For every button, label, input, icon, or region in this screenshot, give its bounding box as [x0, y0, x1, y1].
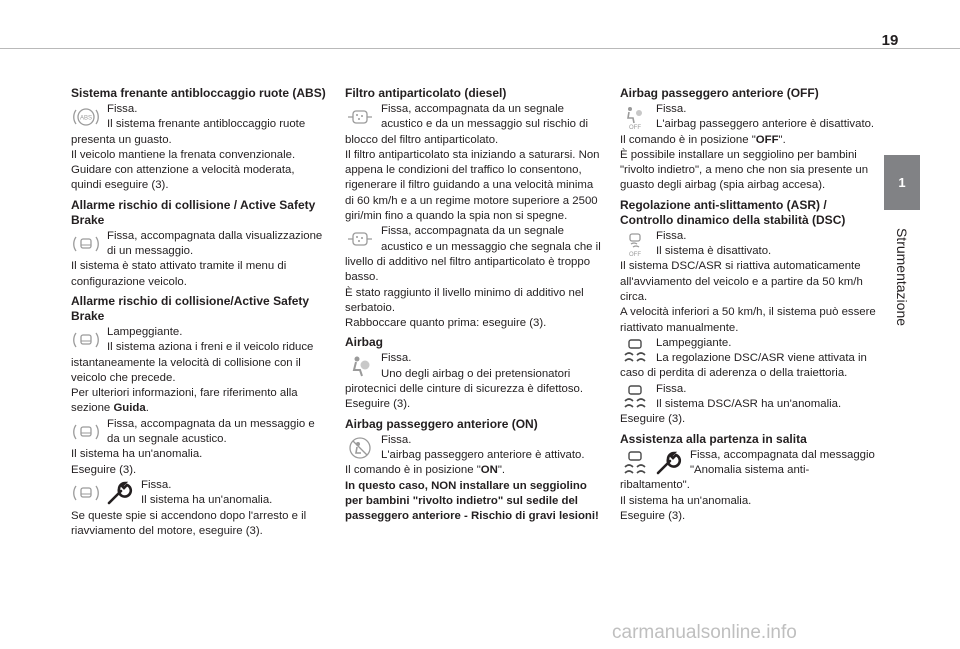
- cmd-pre: Il comando è in posizione ": [345, 464, 481, 477]
- collision-warning-icon: [71, 231, 101, 257]
- icon-group: [620, 384, 650, 410]
- dpf-entry1-status: Fissa, accompagnata da un segnale acustico e da un messaggio sul rischio di blocco del filtro antiparticolato.: [345, 103, 589, 146]
- hill-section: [620, 432, 876, 524]
- airbag-on-status: Fissa.: [381, 433, 412, 446]
- collision2-entry1-more: [71, 386, 327, 417]
- collision-line-1: Il sistema è stato attivato tramite il menu di configurazione veicolo.: [71, 260, 287, 288]
- dpf-entry2-status: Fissa, accompagnata da un segnale acustico e un messaggio che segnala che il livello di additivo nel filtro antiparticolato è troppo basso.: [345, 225, 601, 284]
- collision-warning-icon: [71, 480, 101, 506]
- section-title-vertical: [884, 212, 920, 342]
- asr-entry3-text: Il sistema DSC/ASR ha un'anomalia.: [656, 398, 842, 411]
- header-rule: [0, 48, 960, 49]
- airbag-off-text: L'airbag passeggero anteriore è disattivato.: [656, 118, 875, 131]
- icon-group: [620, 338, 650, 364]
- icon-group: [71, 419, 101, 445]
- abs-status: Fissa.: [107, 103, 138, 115]
- collision2-entry2-status: Fissa, accompagnata da un messaggio e da un segnale acustico.: [107, 417, 315, 446]
- column-2: [345, 86, 601, 528]
- asr-entry1-line-3: A velocità inferiori a 50 km/h, il sistema può essere riattivato manualmente.: [620, 306, 876, 334]
- asr-entry-1: [620, 229, 876, 336]
- wrench-icon: [105, 480, 135, 506]
- cmd-post: ".: [497, 464, 506, 477]
- dpf-entry2-line-2: Rabboccare quanto prima: eseguire (3).: [345, 317, 547, 330]
- abs-warning-icon: [71, 104, 101, 130]
- cmd-value: OFF: [755, 133, 779, 146]
- asr-entry1-status: Fissa.: [656, 229, 687, 242]
- airbag-line-1: Uno degli airbag o dei pretensionatori pirotecnici delle cinture di sicurezza è difettoso.: [345, 367, 584, 396]
- chapter-tab[interactable]: 1: [884, 155, 920, 210]
- collision-status-1: Fissa, accompagnata dalla visualizzazione di un messaggio.: [107, 229, 323, 258]
- svg-text:OFF: OFF: [629, 125, 641, 130]
- collision-warning-icon: [71, 419, 101, 445]
- airbag-title: Airbag: [345, 335, 384, 350]
- particle-filter-icon: [345, 104, 375, 130]
- particle-filter-icon: [345, 226, 375, 252]
- hill-title: Assistenza alla partenza in salita: [620, 431, 807, 446]
- dpf-section: [345, 86, 601, 331]
- collision2-entry3-line-2: Se queste spie si accendono dopo l'arresto e il riavviamento del motore, eseguire (3).: [71, 509, 307, 537]
- abs-line-1: Il sistema frenante antibloccaggio ruote presenta un guasto.: [71, 118, 306, 146]
- collision-section-1: [71, 198, 327, 290]
- airbag-off-command: [620, 133, 876, 148]
- collision-entry-3: [71, 478, 327, 539]
- hill-status: Fissa, accompagnata dal messaggio "Anomalia sistema anti-ribaltamento".: [620, 448, 875, 492]
- asr-entry1-line-1: Il sistema è disattivato.: [656, 245, 772, 258]
- dpf-entry2-line-1: È stato raggiunto il livello minimo di additivo nel serbatoio.: [345, 286, 584, 314]
- airbag-icon: [345, 353, 375, 379]
- icon-group: [71, 480, 135, 506]
- asr-section: [620, 198, 876, 428]
- airbag-off-line-1: È possibile installare un seggiolino per bambini "rivolto indietro", a meno che non sia presente un guasto degli airbag (spia airbag accesa).: [620, 148, 869, 192]
- watermark: carmanualsonline.info: [612, 622, 797, 643]
- airbag-off-section: [620, 86, 876, 194]
- collision2-entry2-line-2: Eseguire (3).: [71, 463, 137, 476]
- more-text: Per ulteriori informazioni, fare riferimento alla sezione: [71, 387, 298, 415]
- collision-title-1: Allarme rischio di collisione / Active Safety Brake: [71, 197, 316, 227]
- wrench-icon: [654, 450, 684, 476]
- abs-line-2: Il veicolo mantiene la frenata convenzionale.: [71, 148, 296, 161]
- collision-entry-2: [71, 417, 327, 478]
- collision-section-2: [71, 294, 327, 539]
- icon-group: [345, 353, 375, 379]
- airbag-section: [345, 335, 601, 412]
- airbag-off-title: Airbag passeggero anteriore (OFF): [620, 86, 819, 100]
- airbag-on-command: [345, 463, 601, 478]
- icon-group: [345, 104, 375, 130]
- hill-line-1: Il sistema ha un'anomalia.: [620, 494, 752, 507]
- collision2-entry1-status: Lampeggiante.: [107, 325, 183, 338]
- dsc-icon: [620, 384, 650, 410]
- collision2-entry3-status: Fissa.: [141, 478, 172, 491]
- collision2-entry3-line-1: Il sistema ha un'anomalia.: [141, 494, 273, 507]
- dpf-title: Filtro antiparticolato (diesel): [345, 86, 507, 100]
- icon-group: [71, 231, 101, 257]
- more-end: .: [145, 402, 149, 415]
- cmd-post: ".: [778, 133, 786, 146]
- dpf-entry-1: [345, 102, 601, 224]
- icon-group: [71, 104, 101, 130]
- section-title: Strumentazione: [894, 227, 910, 327]
- asr-title: Regolazione anti-slittamento (ASR) / Controllo dinamico della stabilità (DSC): [620, 197, 846, 227]
- collision2-entry2-line-1: Il sistema ha un'anomalia.: [71, 448, 203, 461]
- cmd-value: ON: [480, 464, 498, 477]
- collision2-entry1-text: Il sistema aziona i freni e il veicolo riduce istantaneamente la velocità di collisione con il veicolo che precede.: [71, 341, 314, 384]
- collision-entry-1: [71, 325, 327, 417]
- airbag-on-title: Airbag passeggero anteriore (ON): [345, 416, 538, 431]
- asr-entry3-line-1: Eseguire (3).: [620, 413, 686, 426]
- asr-entry1-line-2: Il sistema DSC/ASR si riattiva automaticamente all'avviamento del veicolo e a partire da 50 km/h circa.: [620, 260, 863, 303]
- svg-text:ABS: ABS: [79, 115, 93, 122]
- dpf-entry-2: [345, 224, 601, 331]
- dsc-icon: [620, 338, 650, 364]
- airbag-on-text: L'airbag passeggero anteriore è attivato.: [381, 448, 585, 461]
- page-number: 19: [881, 32, 899, 49]
- asr-entry2-text: La regolazione DSC/ASR viene attivata in caso di perdita di aderenza o della traiettoria.: [620, 352, 867, 380]
- asr-entry2-status: Lampeggiante.: [656, 336, 732, 349]
- collision-title-2: Allarme rischio di collisione/Active Safety Brake: [71, 293, 310, 323]
- icon-group: [345, 226, 375, 252]
- abs-section: [71, 86, 327, 194]
- dsc-off-icon: [620, 231, 650, 257]
- column-1: [71, 86, 327, 543]
- svg-text:OFF: OFF: [629, 251, 641, 257]
- icon-group: [620, 450, 684, 476]
- dpf-entry1-line-1: Il filtro antiparticolato sta iniziando a saturarsi. Non appena le condizioni del traffico lo consentono, rigenerare il filtro guidando a una velocità minima di 60 km/h e a un regime motore superiore a 2500 giri/min fino a quando la spia non si spegne.: [345, 148, 600, 223]
- column-3: [620, 86, 876, 528]
- cmd-pre: Il comando è in posizione ": [620, 133, 756, 146]
- hill-line-2: Eseguire (3).: [620, 509, 686, 522]
- airbag-on-section: [345, 417, 601, 525]
- asr-entry-2: [620, 336, 876, 382]
- icon-group: [71, 327, 101, 353]
- guide-link[interactable]: Guida: [113, 402, 146, 415]
- passenger-airbag-on-icon: [345, 435, 375, 461]
- passenger-airbag-off-icon: [620, 104, 650, 130]
- icon-group: [620, 104, 650, 130]
- abs-title: Sistema frenante antibloccaggio ruote (ABS): [71, 86, 326, 100]
- icon-group: [345, 435, 375, 461]
- dsc-icon: [620, 450, 650, 476]
- collision-warning-icon: [71, 327, 101, 353]
- icon-group: [620, 231, 650, 257]
- asr-entry3-status: Fissa.: [656, 382, 687, 395]
- airbag-status: Fissa.: [381, 352, 412, 365]
- airbag-line-2: Eseguire (3).: [345, 398, 411, 411]
- airbag-on-warning: In questo caso, NON installare un seggiolino per bambini "rivolto indietro" sul sedile del passeggero anteriore - Rischio di gravi lesioni!: [345, 479, 599, 523]
- asr-entry-3: [620, 382, 876, 428]
- abs-line-3: Guidare con attenzione a velocità moderata, quindi eseguire (3).: [71, 164, 295, 192]
- airbag-off-status: Fissa.: [656, 103, 687, 115]
